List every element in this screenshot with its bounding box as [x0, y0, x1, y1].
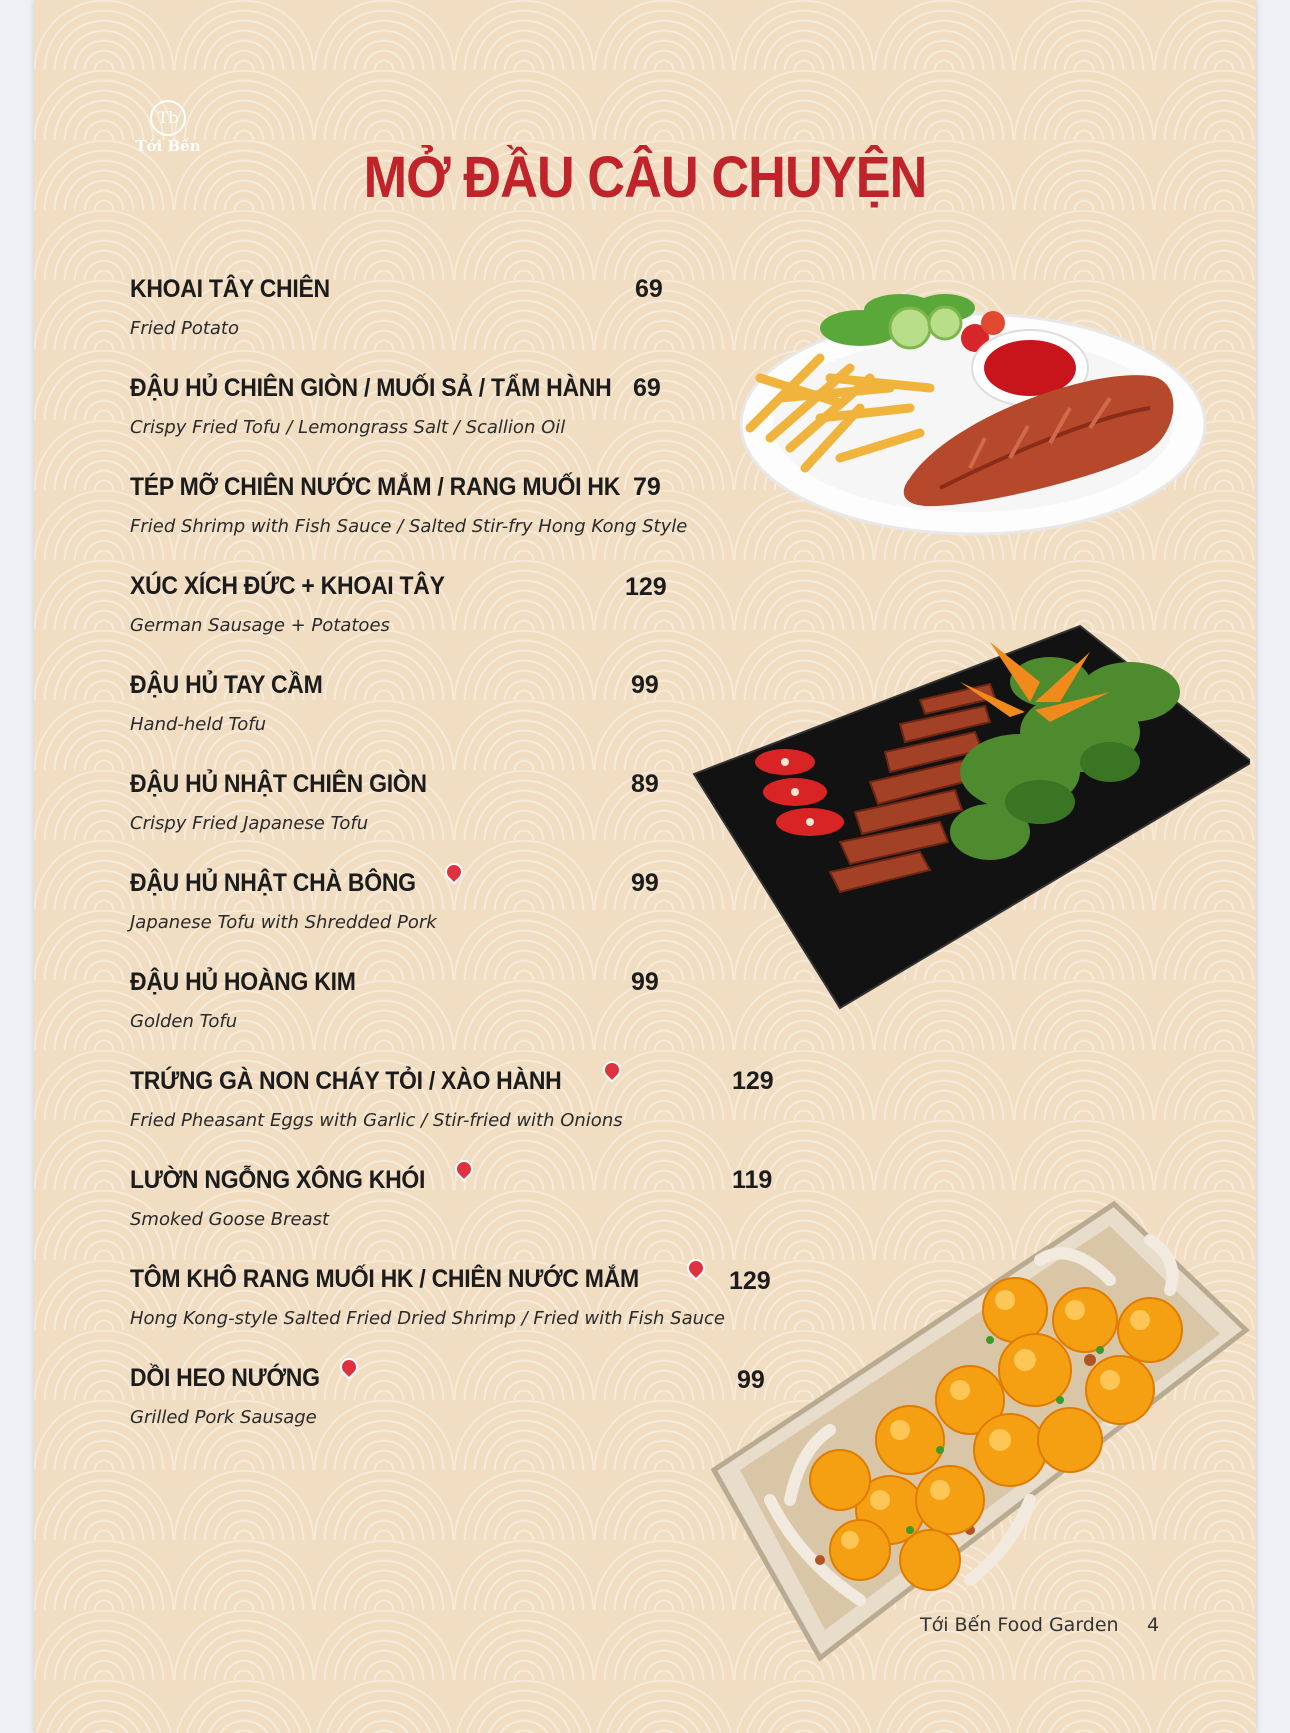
- item-price: 99: [631, 671, 659, 699]
- item-name-vn: KHOAI TÂY CHIÊN: [130, 275, 330, 303]
- item-name-vn: ĐẬU HỦ TAY CẦM: [130, 671, 323, 699]
- item-name-vn: ĐẬU HỦ NHẬT CHÀ BÔNG: [130, 869, 416, 897]
- menu-item: [130, 473, 687, 537]
- heart-icon: [451, 1156, 476, 1181]
- item-price: 79: [633, 473, 661, 501]
- item-name-en: Hand-held Tofu: [130, 714, 267, 735]
- heart-icon: [599, 1057, 624, 1082]
- item-name-en: Crispy Fried Japanese Tofu: [130, 813, 369, 834]
- item-name-vn: ĐẬU HỦ NHẬT CHIÊN GIÒN: [130, 770, 427, 798]
- menu-item: [130, 1166, 473, 1230]
- menu-item: [130, 275, 347, 339]
- item-price: 129: [729, 1267, 771, 1295]
- menu-item: [130, 968, 375, 1032]
- item-name-en: Hong Kong-style Salted Fried Dried Shrimp / Fried with Fish Sauce: [130, 1308, 725, 1329]
- menu-item: [130, 1067, 623, 1131]
- item-price: 99: [631, 869, 659, 897]
- item-name-en: Golden Tofu: [130, 1011, 238, 1032]
- item-name-vn: ĐẬU HỦ CHIÊN GIÒN / MUỐI SẢ / TẨM HÀNH: [130, 374, 612, 402]
- item-name-vn: LƯỜN NGỖNG XÔNG KHÓI: [130, 1166, 426, 1194]
- page-title: MỞ ĐẦU CÂU CHUYỆN: [363, 145, 927, 210]
- menu-item: [130, 1364, 358, 1428]
- heart-icon: [337, 1354, 362, 1379]
- sausage-fries-photo: [710, 268, 1230, 546]
- menu-item: [130, 572, 472, 636]
- footer-restaurant-name: Tới Bến Food Garden: [920, 1614, 1119, 1636]
- page-number: 4: [1147, 1614, 1160, 1636]
- menu-item: [130, 1265, 725, 1329]
- menu-item: [130, 374, 653, 438]
- item-name-en: Crispy Fried Tofu / Lemongrass Salt / Scallion Oil: [130, 417, 566, 438]
- item-name-vn: TÔM KHÔ RANG MUỐI HK / CHIÊN NƯỚC MẮM: [130, 1265, 639, 1293]
- menu-item: [130, 671, 339, 735]
- item-price: 89: [631, 770, 659, 798]
- item-name-en: Smoked Goose Breast: [130, 1209, 330, 1230]
- item-price: 99: [737, 1366, 765, 1394]
- item-name-en: German Sausage + Potatoes: [130, 615, 390, 636]
- menu-item: [130, 770, 453, 834]
- item-name-en: Fried Pheasant Eggs with Garlic / Stir-fried with Onions: [130, 1110, 623, 1131]
- item-name-en: Grilled Pork Sausage: [130, 1407, 317, 1428]
- item-name-vn: TÉP MỠ CHIÊN NƯỚC MẮM / RANG MUỐI HK: [130, 473, 621, 501]
- logo-mark: Tb: [150, 100, 186, 136]
- heart-icon: [683, 1255, 708, 1280]
- item-name-en: Japanese Tofu with Shredded Pork: [130, 912, 437, 933]
- logo-text: Tới Bến: [135, 137, 201, 155]
- item-name-en: Fried Shrimp with Fish Sauce / Salted Stir-fry Hong Kong Style: [130, 516, 688, 537]
- item-price: 129: [732, 1067, 774, 1095]
- menu-page: [34, 0, 1256, 1733]
- item-price: 129: [625, 573, 667, 601]
- item-price: 69: [635, 275, 663, 303]
- item-price: 119: [732, 1166, 773, 1194]
- item-name-vn: TRỨNG GÀ NON CHÁY TỎI / XÀO HÀNH: [130, 1067, 562, 1095]
- pheasant-eggs-photo: [710, 1200, 1250, 1662]
- menu-item: [130, 869, 463, 933]
- item-price: 99: [631, 968, 659, 996]
- item-name-vn: XÚC XÍCH ĐỨC + KHOAI TÂY: [130, 572, 445, 600]
- item-name-en: Fried Potato: [130, 318, 240, 339]
- item-name-vn: DỒI HEO NƯỚNG: [130, 1364, 320, 1392]
- item-name-vn: ĐẬU HỦ HOÀNG KIM: [130, 968, 356, 996]
- item-price: 69: [633, 374, 661, 402]
- smoked-goose-photo: [690, 622, 1250, 1012]
- heart-icon: [441, 859, 466, 884]
